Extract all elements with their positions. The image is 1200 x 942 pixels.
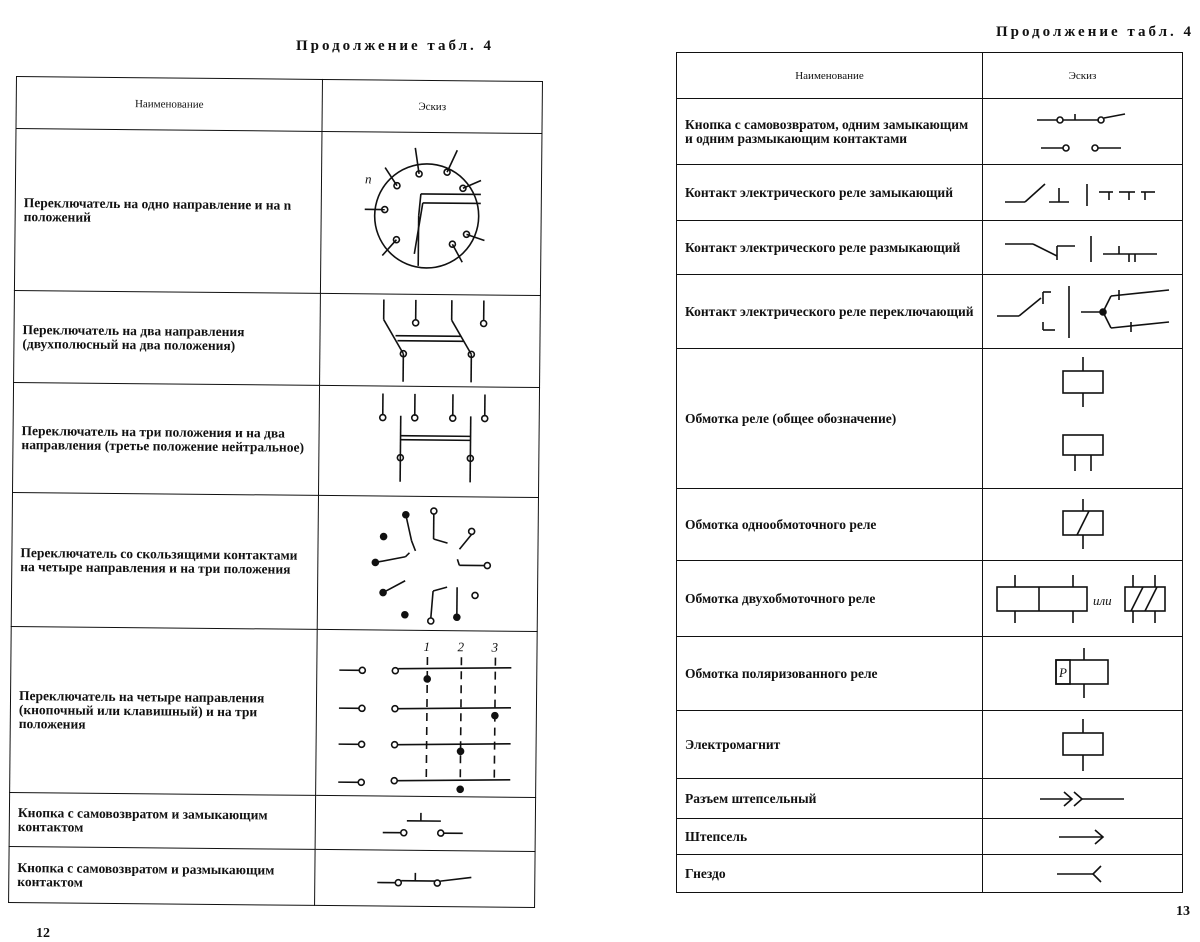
continuation-title: Продолжение табл. 4	[996, 24, 1194, 41]
row-name: Переключатель со скользящими контактами на четыре направления и на три положения	[11, 492, 318, 629]
single-winding-coil-icon	[1053, 497, 1113, 553]
table-row	[9, 792, 535, 851]
relay-contact-changeover-icon	[993, 282, 1173, 342]
sketch-label: 3	[490, 639, 498, 654]
push-button-no-icon	[375, 866, 475, 891]
table-row	[13, 382, 540, 497]
row-name: Обмотка реле (общее обозначение)	[677, 349, 983, 489]
push-button-two-contacts-icon	[1033, 108, 1133, 156]
table-row	[677, 349, 1183, 489]
table-row	[677, 221, 1183, 275]
plug-connector-icon	[1038, 789, 1128, 809]
table-row	[677, 489, 1183, 561]
sketch-label: 1	[423, 638, 430, 653]
table-row	[677, 711, 1183, 779]
table-header-row	[16, 77, 542, 134]
relay-contact-break-icon	[1003, 232, 1163, 264]
row-name: Штепсель	[677, 819, 983, 855]
sketch-label: или	[1093, 593, 1112, 608]
row-name: Гнездо	[677, 855, 983, 893]
table-row	[14, 290, 541, 387]
row-name: Контакт электрического реле замыкающий	[677, 165, 983, 221]
table-row	[677, 99, 1183, 165]
sketch-label: n	[364, 171, 371, 186]
continuation-title: Продолжение табл. 4	[296, 38, 494, 55]
table-header-row	[677, 53, 1183, 99]
rotary-switch-n-positions-icon	[356, 143, 507, 284]
row-name: Переключатель на одно направление и на n положений	[14, 129, 322, 294]
column-header-sketch: Эскиз	[983, 53, 1183, 99]
column-header-sketch: Эскиз	[322, 79, 542, 133]
relay-contact-make-icon	[1003, 178, 1163, 208]
socket-icon	[1053, 864, 1113, 884]
double-pole-switch-icon	[355, 297, 506, 384]
double-winding-coil-icon	[993, 571, 1173, 627]
symbols-table	[676, 52, 1183, 893]
right-page	[600, 0, 1200, 939]
table-row	[677, 561, 1183, 637]
table-row	[677, 165, 1183, 221]
polarized-relay-coil-icon	[1048, 646, 1118, 702]
table-row	[9, 846, 536, 907]
row-name: Электромагнит	[677, 711, 983, 779]
table-row	[10, 626, 538, 797]
table-row	[677, 855, 1183, 893]
table-row	[677, 819, 1183, 855]
sliding-contact-switch-icon	[352, 500, 503, 627]
three-position-switch-icon	[354, 391, 505, 492]
row-name: Обмотка двухобмоточного реле	[677, 561, 983, 637]
table-row	[14, 129, 542, 296]
row-name: Кнопка с самовозвратом и размыкающим контактом	[9, 846, 316, 905]
row-name: Кнопка с самовозвратом и замыкающим контактом	[9, 792, 316, 849]
electromagnet-icon	[1053, 717, 1113, 773]
table-row	[11, 492, 538, 631]
page-number: 12	[36, 926, 50, 942]
row-name: Переключатель на три положения и на два направления (третье положение нейтральное)	[13, 382, 320, 495]
plug-icon	[1053, 827, 1113, 847]
row-name: Кнопка с самовозвратом, одним замыкающим и одним размыкающим контактами	[677, 99, 983, 165]
row-name: Обмотка однообмоточного реле	[677, 489, 983, 561]
relay-coil-icon	[1053, 355, 1113, 483]
table-row	[677, 779, 1183, 819]
sketch-label: P	[1058, 665, 1067, 680]
row-name: Контакт электрического реле переключающий	[677, 275, 983, 349]
symbols-table	[8, 76, 543, 908]
row-name: Обмотка поляризованного реле	[677, 637, 983, 711]
push-button-switch-icon	[336, 638, 517, 790]
row-name: Переключатель на два направления (двухполюсный на два положения)	[14, 290, 321, 385]
column-header-name: Наименование	[16, 77, 322, 132]
page-number: 13	[1176, 904, 1190, 920]
row-name: Разъем штепсельный	[677, 779, 983, 819]
sketch-label: 2	[457, 639, 464, 654]
push-button-nc-icon	[380, 808, 470, 839]
left-page	[0, 0, 560, 939]
table-row	[677, 275, 1183, 349]
column-header-name: Наименование	[677, 53, 983, 99]
row-name: Переключатель на четыре направления (кнопочный или клавишный) и на три положения	[10, 626, 318, 795]
row-name: Контакт электрического реле размыкающий	[677, 221, 983, 275]
table-row	[677, 637, 1183, 711]
